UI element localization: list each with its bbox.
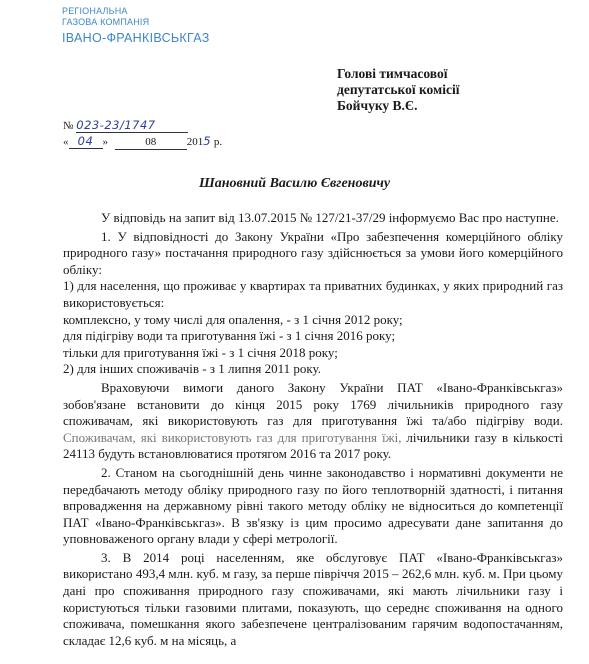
paragraph-1-item-1: 1) для населення, що проживає у квартирах та приватних будинках, у яких природний газ використовується:: [63, 278, 563, 310]
addressee-line-1: Голові тимчасової: [337, 66, 448, 81]
paragraph-meters-text-1: Враховуючи вимоги даного Закону України ПАТ «Івано-Франківськгаз» зобов'язане встановити до кінця 2015 року 1769 лічильників природного газу споживачам, які використовують газ для приготування їжі та/або підігріву води.: [63, 379, 563, 429]
date-year-prefix: 201: [186, 136, 204, 148]
paragraph-3: 3. В 2014 році населенням, яке обслуговує ПАТ «Івано-Франківськгаз» використано 493,4 млн. куб. м газу, за перше півріччя 2015 – 262,6 млн. куб. м. При цьому дані про споживання природного газу споживачами, які мають лічильники газу і користуються тільки газовими плитами, показують, що середнє споживання на одного споживача, помешкання якого забезпечене централізованим гарячим водопостачанням, складає 12,6 куб. м на місяць, а: [63, 549, 563, 648]
paragraph-meters: [63, 380, 563, 463]
letterhead: [62, 6, 210, 46]
date-open-quote: «: [63, 136, 69, 148]
paragraph-meters-text-2: лічильники газу в кількості 24113 будуть встановлюватися протягом 2016 та 2017 року.: [63, 429, 564, 462]
handwritten-day: 04: [69, 134, 103, 149]
paragraph-1: 1. У відповідності до Закону України «Про забезпечення комерційного обліку природного газу» постачання природного газу здійснюється за умови його комерційного обліку:: [63, 228, 563, 277]
paragraph-1-item-1b: для підігріву води та приготування їжі - з 1 січня 2016 року;: [63, 328, 396, 344]
paragraph-1-item-1c: тільки для приготування їжі - з 1 січня 2018 року;: [63, 344, 338, 360]
addressee-line-3: Бойчуку В.Є.: [337, 98, 418, 113]
paragraph-1-item-2: 2) для інших споживачів - з 1 липня 2011 року.: [63, 361, 321, 377]
paragraph-meters-faint-text: Споживачам, які використовують газ для приготування їжі,: [63, 429, 402, 445]
addressee-line-2: депутатської комісії: [337, 82, 460, 97]
date-month: 08: [115, 135, 187, 150]
date-year-suffix: р.: [213, 136, 223, 148]
addressee-block: [337, 66, 459, 114]
company-name: ІВАНО-ФРАНКІВСЬКГАЗ: [62, 31, 210, 45]
salutation: Шановний Василю Євгеновичу: [198, 176, 391, 191]
number-label: №: [63, 120, 74, 132]
letter-body: [63, 210, 563, 649]
date-close-quote: »: [102, 136, 108, 148]
paragraph-2: 2. Станом на сьогоднішній день чинне законодавство і нормативні документи не передбачають методу обліку природного газу по його теплотворній здатності, і питання впровадження на державному рівні такого методу обліку не відноситься до компетенції ПАТ «Івано-Франківськгаз». В зв'язку із цим просимо адресувати дане запитання до уповноваженого органу влади у сфері метрології.: [63, 464, 563, 547]
handwritten-year-digit: 5: [203, 134, 212, 148]
reference-number: [63, 118, 188, 133]
paragraph-1-item-1a: комплексно, у тому числі для опалення, - з 1 січня 2012 року;: [63, 311, 403, 327]
letterhead-line-2: ГАЗОВА КОМПАНІЯ: [62, 17, 150, 27]
handwritten-number: 023-23/1747: [76, 118, 188, 133]
reference-date: [63, 134, 222, 150]
letterhead-line-1: РЕГІОНАЛЬНА: [62, 6, 128, 16]
paragraph-intro: У відповідь на запит від 13.07.2015 № 127/21-37/29 інформуємо Вас про наступне.: [101, 210, 559, 225]
